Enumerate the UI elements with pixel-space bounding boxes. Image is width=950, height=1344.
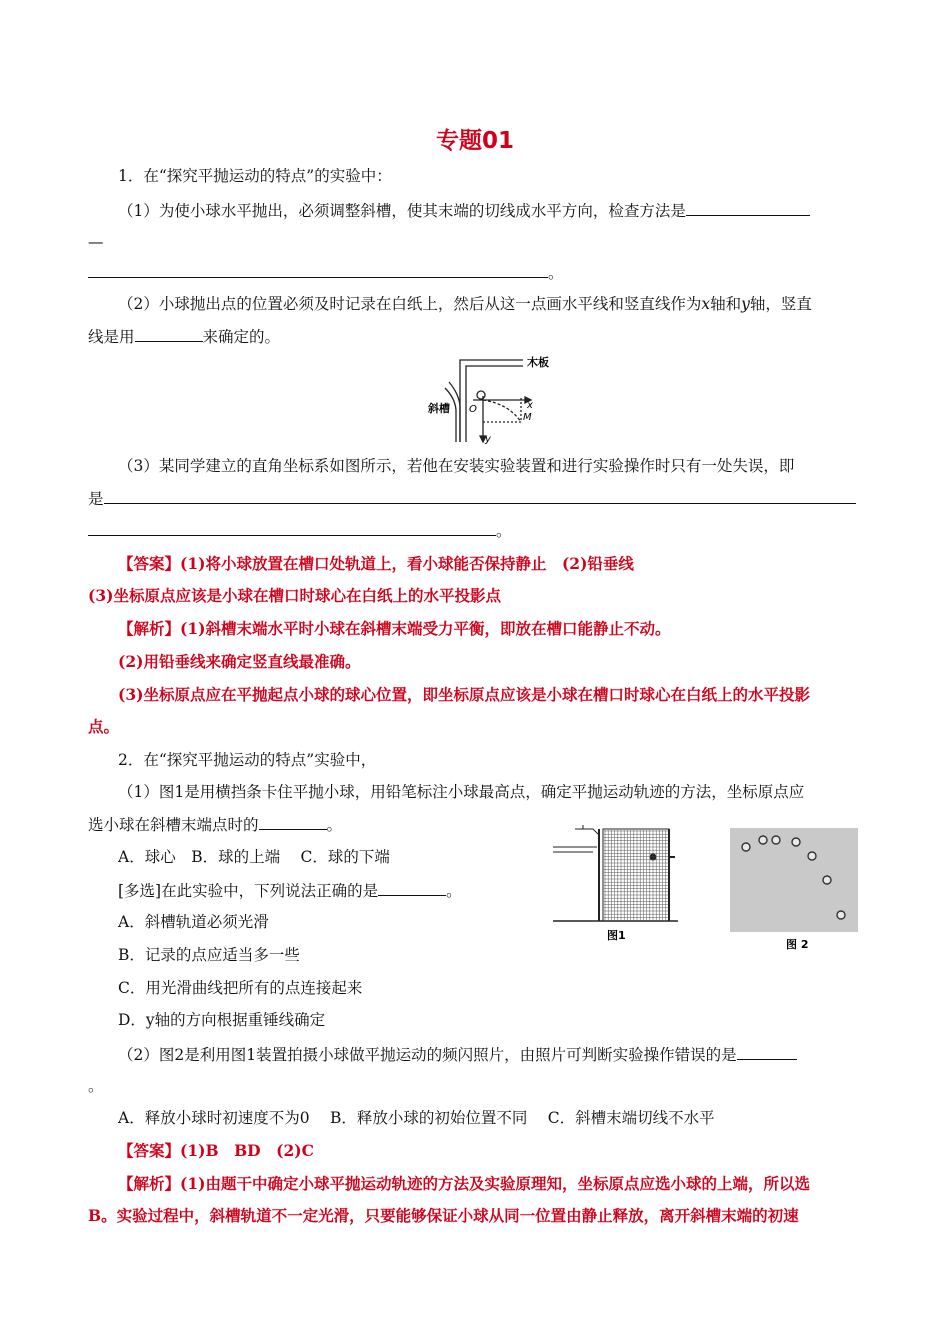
q1-part2-text-e: 来确定的。 <box>202 328 281 346</box>
flash-photo-ball <box>792 838 800 846</box>
flash-photo-ball <box>742 843 750 851</box>
q2-answer-tag: 【答案】 <box>118 1141 181 1160</box>
q1-part3-text-b: 是 <box>88 490 104 508</box>
q2-multi <box>118 880 462 901</box>
q1-part2-y: y <box>741 295 750 313</box>
q2-options-2: A．释放小球时初速度不为0 B．释放小球的初始位置不同 C．斜槽末端切线不水平 <box>118 1109 715 1127</box>
q1-part1 <box>118 200 810 221</box>
flash-photo-ball <box>808 852 816 860</box>
q1-apparatus-figure <box>425 352 565 446</box>
q2-blank-multi[interactable] <box>378 880 446 896</box>
q1-part3: （3）某同学建立的直角坐标系如图所示，若他在安装实验装置和进行实验操作时只有一处失误，即 <box>118 457 795 475</box>
flash-photo-ball <box>837 911 845 919</box>
q2-part2-text: （2）图2是利用图1装置拍摄小球做平抛运动的频闪照片，由照片可判断实验操作错误的是 <box>118 1046 737 1064</box>
q2-multi-text: [多选]在此实验中，下列说法正确的是 <box>118 882 379 900</box>
q1-part3-cont2 <box>88 520 512 541</box>
q1-analysis-2: (2)用铅垂线来确定竖直线最准确。 <box>118 652 361 671</box>
q1-analysis-tag: 【解析】 <box>118 619 181 638</box>
q1-blank-3b[interactable] <box>88 520 496 536</box>
q2-option-c: C．用光滑曲线把所有的点连接起来 <box>118 979 363 997</box>
board-label: 木板 <box>527 356 549 369</box>
q1-part1-dash: — <box>88 233 104 251</box>
q1-answer <box>118 554 634 574</box>
q2-option-d: D．y轴的方向根据重锤线确定 <box>118 1011 326 1029</box>
q2-blank-2[interactable] <box>737 1044 797 1060</box>
q2-figure-1 <box>553 825 688 943</box>
q1-part2-text-d: 线是用 <box>88 328 135 346</box>
q1-answer-2: (3)坐标原点应该是小球在槽口时球心在白纸上的水平投影点 <box>88 586 501 605</box>
x-axis-label: x <box>527 400 533 411</box>
q2-multi-end: 。 <box>446 882 462 900</box>
q2-part1-end: 。 <box>326 816 343 834</box>
q1-part2 <box>118 294 812 314</box>
flash-photo-ball <box>823 876 831 884</box>
q1-part1-text: （1）为使小球水平抛出，必须调整斜槽，使其末端的切线成水平方向，检查方法是 <box>118 202 686 220</box>
q1-analysis-text-1: (1)斜槽末端水平时小球在斜槽末端受力平衡，即放在槽口能静止不动。 <box>180 619 671 638</box>
q2-answer <box>118 1141 314 1161</box>
q2-analysis-text-1: (1)由题干中确定小球平抛运动轨迹的方法及实验原理知，坐标原点应选小球的上端，所以选 <box>180 1174 810 1193</box>
q1-part2-text-b: 轴和 <box>710 295 742 313</box>
y-axis-label: y <box>485 434 491 445</box>
q2-part2-end: 。 <box>88 1077 104 1095</box>
q2-blank-1[interactable] <box>259 814 327 830</box>
figure-1-label: 图1 <box>607 929 626 942</box>
q2-part1-cont <box>88 814 342 835</box>
q1-blank-1b[interactable] <box>88 262 548 278</box>
q1-part2-text-a: （2）小球抛出点的位置必须及时记录在白纸上，然后从这一点画水平线和竖直线作为 <box>118 295 702 313</box>
q2-option-b: B．记录的点应适当多一些 <box>118 946 300 964</box>
q1-part2-cont <box>88 326 280 347</box>
q2-options-1: A．球心 B．球的上端 C．球的下端 <box>118 848 390 866</box>
q2-figure-2 <box>730 828 860 954</box>
page-title: 专题01 <box>435 128 514 154</box>
q1-part2-x: x <box>701 295 711 313</box>
q1-stem: 1．在“探究平抛运动的特点”的实验中： <box>118 167 392 185</box>
flash-photo-ball <box>772 836 780 844</box>
q1-analysis <box>118 619 670 639</box>
q2-analysis-tag: 【解析】 <box>118 1174 181 1193</box>
q2-stem: 2．在“探究平抛运动的特点”实验中， <box>118 751 377 769</box>
q2-analysis-2: B。实验过程中，斜槽轨道不一定光滑，只要能够保证小球从同一位置由静止释放，离开斜槽末端的初速 <box>88 1206 799 1225</box>
q2-part1: （1）图1是用横挡条卡住平抛小球，用铅笔标注小球最高点，确定平抛运动轨迹的方法，坐标原点应 <box>118 783 805 801</box>
q1-blank-2[interactable] <box>135 326 203 342</box>
q2-part2 <box>118 1044 797 1065</box>
q1-part1-cont <box>88 262 564 283</box>
q2-answer-text: (1)B BD (2)C <box>180 1141 314 1160</box>
origin-label: O <box>469 404 477 415</box>
figure-2-label: 图 2 <box>786 938 809 951</box>
q1-answer-text-1: (1)将小球放置在槽口处轨道上，看小球能否保持静止 (2)铅垂线 <box>180 554 634 573</box>
q1-part1-end: 。 <box>548 264 564 282</box>
q1-part3-cont <box>88 488 856 509</box>
q1-blank-1[interactable] <box>686 200 810 216</box>
q1-answer-tag: 【答案】 <box>118 554 181 573</box>
flash-photo-ball <box>759 836 767 844</box>
q2-option-a: A．斜槽轨道必须光滑 <box>118 913 269 931</box>
q2-part1-text-b: 选小球在斜槽末端点时的 <box>88 816 259 834</box>
q1-part2-text-c: 轴，竖直 <box>749 295 812 313</box>
q1-analysis-4: 点。 <box>88 717 120 736</box>
chute-label: 斜槽 <box>428 402 450 415</box>
q1-part3-end: 。 <box>496 522 512 540</box>
q1-analysis-3: (3)坐标原点应在平抛起点小球的球心位置，即坐标原点应该是小球在槽口时球心在白纸上的水平投影 <box>118 685 810 704</box>
q2-analysis <box>118 1174 810 1194</box>
m-point-label: M <box>523 412 532 423</box>
q1-blank-3[interactable] <box>104 488 856 504</box>
